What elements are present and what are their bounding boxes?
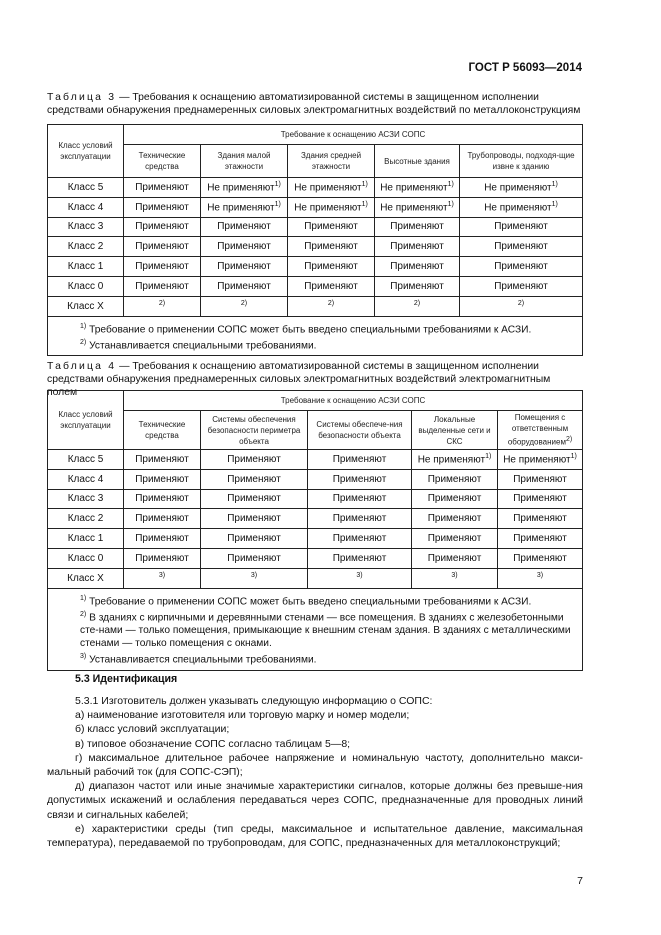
row-class-label: Класс 3 bbox=[48, 489, 124, 509]
cell-value: Не применяют bbox=[294, 202, 362, 214]
row-class-label: Класс 4 bbox=[48, 197, 124, 217]
cell-value: Применяют bbox=[227, 552, 281, 564]
footnote-mark: 3) bbox=[158, 572, 166, 580]
table-cell bbox=[288, 178, 375, 198]
footnote-mark: 1) bbox=[274, 181, 281, 189]
table-cell bbox=[124, 257, 201, 277]
cell-value: Применяют bbox=[513, 533, 567, 545]
table-row bbox=[48, 296, 583, 316]
footnote-mark: 1) bbox=[485, 453, 492, 461]
table-cell bbox=[124, 568, 201, 588]
cell-value: Применяют bbox=[135, 181, 189, 193]
footnote-mark: 3) bbox=[536, 572, 544, 580]
table-cell bbox=[201, 178, 288, 198]
table-cell bbox=[460, 296, 583, 316]
table3-subheader-text: Технические средства bbox=[138, 151, 186, 171]
footnote-mark: 2) bbox=[80, 610, 87, 618]
page-number: 7 bbox=[577, 875, 583, 887]
table-cell bbox=[308, 529, 412, 549]
cell-value: Применяют bbox=[332, 453, 387, 465]
table-cell bbox=[498, 489, 583, 509]
table4-subheader-text: Технические средства bbox=[138, 420, 186, 440]
footnote bbox=[80, 320, 576, 336]
table-cell bbox=[124, 178, 201, 198]
table-cell bbox=[124, 296, 201, 316]
table3-caption bbox=[47, 91, 581, 117]
table3-footnotes-row bbox=[48, 316, 583, 356]
table4-subheader-text: Помещения с ответственным оборудованием bbox=[507, 413, 569, 447]
cell-value: Применяют bbox=[304, 241, 358, 253]
table-cell bbox=[201, 509, 308, 529]
footnote-mark: 1) bbox=[551, 201, 558, 209]
table-cell bbox=[201, 529, 308, 549]
footnote-mark: 1) bbox=[80, 594, 87, 602]
table-cell bbox=[201, 489, 308, 509]
footnote-mark: 2) bbox=[517, 300, 525, 308]
table3 bbox=[47, 124, 583, 356]
body-paragraph: а) наименование изготовителя или торговую марку и номер модели; bbox=[75, 709, 410, 722]
section-heading: 5.3 Идентификация bbox=[75, 673, 178, 685]
footnote-mark: 2) bbox=[327, 300, 335, 308]
table-row bbox=[48, 178, 583, 198]
footnote-mark: 1) bbox=[551, 181, 558, 189]
cell-value: Применяют bbox=[390, 241, 444, 253]
table-cell bbox=[412, 529, 498, 549]
body-paragraph: г) максимальное длительное рабочее напряжение и номинальную частоту, дополнительно макси-мальный рабочий ток (для СОПС-СЭП); bbox=[47, 751, 583, 779]
footnote-text: Устанавливается специальными требованиями. bbox=[89, 340, 317, 352]
table4-subheader-text: Локальные выделенные сети и СКС bbox=[418, 414, 491, 446]
table4-subheader-footnote-mark: 2) bbox=[565, 436, 573, 444]
table4-subheader-text: Системы обеспечения безопасности периметра объекта bbox=[207, 414, 301, 446]
cell-value: Применяют bbox=[227, 513, 281, 525]
body-paragraph: 5.3.1 Изготовитель должен указывать следующую информацию о СОПС: bbox=[75, 695, 433, 707]
table-cell bbox=[498, 469, 583, 489]
cell-value: Применяют bbox=[513, 493, 567, 505]
cell-value: Применяют bbox=[135, 493, 189, 505]
table3-subheader bbox=[460, 145, 583, 178]
row-class-label: Класс 2 bbox=[48, 237, 124, 257]
table3-subheader bbox=[375, 145, 460, 178]
cell-value: Не применяют bbox=[484, 202, 552, 214]
cell-value: Применяют bbox=[227, 453, 281, 465]
table-cell bbox=[288, 237, 375, 257]
row-class-label: Класс 4 bbox=[48, 469, 124, 489]
table-cell bbox=[412, 509, 498, 529]
table-cell bbox=[460, 276, 583, 296]
table-cell bbox=[288, 257, 375, 277]
table3-subheader-text: Здания средней этажности bbox=[300, 151, 362, 171]
table-row bbox=[48, 509, 583, 529]
table3-subheader-text: Трубопроводы, подходя-щие извне к зданию bbox=[467, 151, 575, 171]
table-cell bbox=[288, 197, 375, 217]
table-cell bbox=[375, 217, 460, 237]
table-cell bbox=[201, 450, 308, 470]
footnote-text: Требование о применении СОПС может быть введено специальными требованиями к АСЗИ. bbox=[89, 323, 532, 335]
table-cell bbox=[124, 529, 201, 549]
row-class-label: Класс 1 bbox=[48, 257, 124, 277]
table4-caption-label: Таблица 4 bbox=[47, 361, 117, 372]
table-cell bbox=[124, 217, 201, 237]
row-class-label: Класс X bbox=[48, 296, 124, 316]
cell-value: Не применяют bbox=[294, 182, 362, 194]
table-row bbox=[48, 450, 583, 470]
cell-value: Применяют bbox=[332, 552, 387, 564]
table4-footnotes bbox=[48, 588, 583, 670]
footnote-mark: 2) bbox=[80, 338, 87, 346]
table4-subheader bbox=[412, 411, 498, 450]
standard-number: ГОСТ Р 56093—2014 bbox=[468, 62, 582, 74]
cell-value: Не применяют bbox=[484, 182, 552, 194]
table-cell bbox=[308, 548, 412, 568]
footnote-mark: 2) bbox=[158, 300, 166, 308]
table-cell bbox=[124, 450, 201, 470]
table4-group-header: Требование к оснащению АСЗИ СОПС bbox=[124, 391, 583, 411]
cell-value: Применяют bbox=[304, 221, 358, 233]
table-cell bbox=[375, 276, 460, 296]
row-class-label: Класс 5 bbox=[48, 450, 124, 470]
cell-value: Не применяют bbox=[417, 454, 486, 466]
footnote-text: Устанавливается специальными требованиями. bbox=[89, 654, 317, 666]
table-cell bbox=[124, 469, 201, 489]
table-cell bbox=[412, 568, 498, 588]
cell-value: Применяют bbox=[217, 280, 271, 292]
table-cell bbox=[124, 548, 201, 568]
cell-value: Применяют bbox=[135, 513, 189, 525]
table-cell bbox=[460, 237, 583, 257]
body-paragraph: в) типовое обозначение СОПС согласно таблицам 5—8; bbox=[75, 737, 351, 750]
footnote bbox=[80, 608, 576, 650]
table-cell bbox=[460, 178, 583, 198]
cell-value: Применяют bbox=[427, 473, 482, 485]
cell-value: Применяют bbox=[513, 552, 567, 564]
table-cell bbox=[375, 178, 460, 198]
table-cell bbox=[201, 296, 288, 316]
cell-value: Применяют bbox=[513, 513, 567, 525]
table-row bbox=[48, 257, 583, 277]
table3-subheader-text: Высотные здания bbox=[384, 156, 450, 166]
table3-subheader-text: Здания малой этажности bbox=[217, 151, 271, 171]
row-class-label: Класс 3 bbox=[48, 217, 124, 237]
table-cell bbox=[308, 469, 412, 489]
table4-subheader-text: Системы обеспече-ния безопасности объекта bbox=[316, 420, 403, 440]
table4-col-class-header: Класс условий эксплуатации bbox=[48, 391, 124, 450]
row-class-label: Класс X bbox=[48, 568, 124, 588]
cell-value: Применяют bbox=[217, 241, 271, 253]
footnote-mark: 1) bbox=[447, 181, 454, 189]
row-class-label: Класс 0 bbox=[48, 276, 124, 296]
cell-value: Применяют bbox=[217, 221, 271, 233]
cell-value: Не применяют bbox=[207, 182, 275, 194]
cell-value: Применяют bbox=[135, 261, 189, 273]
table-cell bbox=[308, 509, 412, 529]
footnote-text: В зданиях с кирпичными и деревянными стенами — все помещения. В зданиях с железобетонными сте-нами — только помещения, примыкающие к внешним стенам здания. В зданиях с металлическими стенами — только помещения с окнами. bbox=[80, 612, 571, 650]
table-cell bbox=[124, 509, 201, 529]
cell-value: Применяют bbox=[135, 201, 189, 213]
footnote bbox=[80, 592, 576, 608]
cell-value: Применяют bbox=[135, 221, 189, 233]
cell-value: Применяют bbox=[427, 513, 482, 525]
cell-value: Применяют bbox=[494, 261, 548, 273]
section-body bbox=[47, 694, 583, 850]
footnote-mark: 1) bbox=[80, 322, 87, 330]
footnote-mark: 1) bbox=[361, 201, 368, 209]
table-cell bbox=[460, 257, 583, 277]
footnote-mark: 1) bbox=[361, 181, 368, 189]
table4-footnotes-row bbox=[48, 588, 583, 670]
cell-value: Применяют bbox=[494, 280, 548, 292]
footnote-mark: 1) bbox=[447, 201, 454, 209]
table-cell bbox=[288, 296, 375, 316]
row-class-label: Класс 0 bbox=[48, 548, 124, 568]
cell-value: Не применяют bbox=[380, 182, 448, 194]
table-cell bbox=[201, 197, 288, 217]
table-cell bbox=[201, 548, 308, 568]
table-cell bbox=[124, 237, 201, 257]
table-cell bbox=[375, 296, 460, 316]
body-paragraph: е) характеристики среды (тип среды, максимальное и испытательное давление, максимальная температура), передаваемой по трубопроводам, для СОПС, предназначенных для металлоконструкций; bbox=[47, 822, 583, 850]
table-row bbox=[48, 276, 583, 296]
table4-subheader bbox=[498, 411, 583, 450]
table3-footnotes bbox=[48, 316, 583, 356]
table-cell bbox=[288, 276, 375, 296]
table-cell bbox=[498, 509, 583, 529]
table4-subheader bbox=[308, 411, 412, 450]
table-cell bbox=[498, 450, 583, 470]
table4-subheader bbox=[201, 411, 308, 450]
cell-value: Не применяют bbox=[380, 202, 448, 214]
table-cell bbox=[375, 197, 460, 217]
table-cell bbox=[201, 469, 308, 489]
table-row bbox=[48, 237, 583, 257]
table-cell bbox=[375, 237, 460, 257]
table-row bbox=[48, 217, 583, 237]
table-cell bbox=[201, 237, 288, 257]
cell-value: Применяют bbox=[332, 533, 387, 545]
cell-value: Применяют bbox=[217, 261, 271, 273]
table-cell bbox=[124, 197, 201, 217]
table4-caption-text: — Требования к оснащению автоматизированной системы в защищенном исполнении средствами обнаружения преднамеренных силовых электромагнитных воздействий электромагнитным полем bbox=[47, 361, 551, 398]
body-paragraph: д) диапазон частот или иные значимые характеристики сигналов, которые должны без превыше-ния допустимых искажений и ослабления передаваться через СОПС, предназначенные для проводных линий связи и сигнальных кабелей; bbox=[47, 780, 583, 821]
table-cell bbox=[460, 217, 583, 237]
footnote bbox=[80, 336, 576, 352]
cell-value: Применяют bbox=[427, 533, 482, 545]
cell-value: Применяют bbox=[427, 552, 482, 564]
footnote-mark: 1) bbox=[274, 201, 281, 209]
body-paragraph: б) класс условий эксплуатации; bbox=[75, 723, 230, 736]
row-class-label: Класс 2 bbox=[48, 509, 124, 529]
footnote-mark: 3) bbox=[80, 653, 87, 661]
row-class-label: Класс 5 bbox=[48, 178, 124, 198]
cell-value: Применяют bbox=[135, 533, 189, 545]
cell-value: Применяют bbox=[135, 473, 189, 485]
footnote-text: Требование о применении СОПС может быть введено специальными требованиями к АСЗИ. bbox=[89, 595, 532, 607]
footnote-mark: 3) bbox=[451, 572, 458, 580]
table-cell bbox=[412, 450, 498, 470]
table-row bbox=[48, 197, 583, 217]
cell-value: Применяют bbox=[390, 221, 444, 233]
table-row bbox=[48, 529, 583, 549]
table-cell bbox=[308, 450, 412, 470]
cell-value: Применяют bbox=[332, 493, 387, 505]
cell-value: Применяют bbox=[332, 513, 387, 525]
footnote-mark: 1) bbox=[570, 453, 577, 461]
table-cell bbox=[460, 197, 583, 217]
cell-value: Применяют bbox=[135, 241, 189, 253]
footnote-mark: 3) bbox=[356, 572, 363, 580]
table-cell bbox=[412, 489, 498, 509]
footnote-mark: 3) bbox=[250, 572, 258, 580]
table-cell bbox=[201, 568, 308, 588]
table-cell bbox=[375, 257, 460, 277]
table-cell bbox=[288, 217, 375, 237]
table-cell bbox=[498, 568, 583, 588]
table-cell bbox=[201, 217, 288, 237]
table3-group-header: Требование к оснащению АСЗИ СОПС bbox=[124, 125, 583, 145]
cell-value: Применяют bbox=[513, 473, 567, 485]
cell-value: Применяют bbox=[227, 533, 281, 545]
cell-value: Применяют bbox=[390, 261, 444, 273]
cell-value: Применяют bbox=[304, 280, 358, 292]
table-cell bbox=[498, 548, 583, 568]
table4 bbox=[47, 390, 583, 671]
table-cell bbox=[124, 489, 201, 509]
cell-value: Применяют bbox=[135, 280, 189, 292]
cell-value: Применяют bbox=[494, 241, 548, 253]
table-cell bbox=[308, 568, 412, 588]
table-row bbox=[48, 548, 583, 568]
table4-subheader bbox=[124, 411, 201, 450]
table-cell bbox=[124, 276, 201, 296]
table-cell bbox=[201, 257, 288, 277]
table-cell bbox=[412, 548, 498, 568]
cell-value: Не применяют bbox=[207, 202, 275, 214]
cell-value: Применяют bbox=[227, 493, 281, 505]
table-row bbox=[48, 489, 583, 509]
table3-subheader bbox=[124, 145, 201, 178]
table-cell bbox=[308, 489, 412, 509]
table-cell bbox=[412, 469, 498, 489]
cell-value: Применяют bbox=[332, 473, 387, 485]
cell-value: Применяют bbox=[390, 280, 444, 292]
footnote-mark: 2) bbox=[413, 300, 421, 308]
cell-value: Применяют bbox=[494, 221, 548, 233]
table3-col-class-header: Класс условий эксплуатации bbox=[48, 125, 124, 178]
table3-caption-label: Таблица 3 bbox=[47, 92, 117, 103]
table-cell bbox=[201, 276, 288, 296]
cell-value: Применяют bbox=[427, 493, 482, 505]
cell-value: Применяют bbox=[135, 453, 189, 465]
cell-value: Применяют bbox=[304, 261, 358, 273]
table-row bbox=[48, 568, 583, 588]
footnote-mark: 2) bbox=[240, 300, 248, 308]
cell-value: Применяют bbox=[135, 552, 189, 564]
cell-value: Применяют bbox=[227, 473, 281, 485]
table-cell bbox=[498, 529, 583, 549]
row-class-label: Класс 1 bbox=[48, 529, 124, 549]
cell-value: Не применяют bbox=[503, 454, 571, 466]
table3-subheader bbox=[201, 145, 288, 178]
table3-subheader bbox=[288, 145, 375, 178]
table3-caption-text: — Требования к оснащению автоматизированной системы в защищенном исполнении средствами обнаружения преднамеренных силовых электромагнитных воздействий по металлоконструкциям bbox=[47, 92, 581, 116]
footnote bbox=[80, 650, 576, 666]
table-row bbox=[48, 469, 583, 489]
